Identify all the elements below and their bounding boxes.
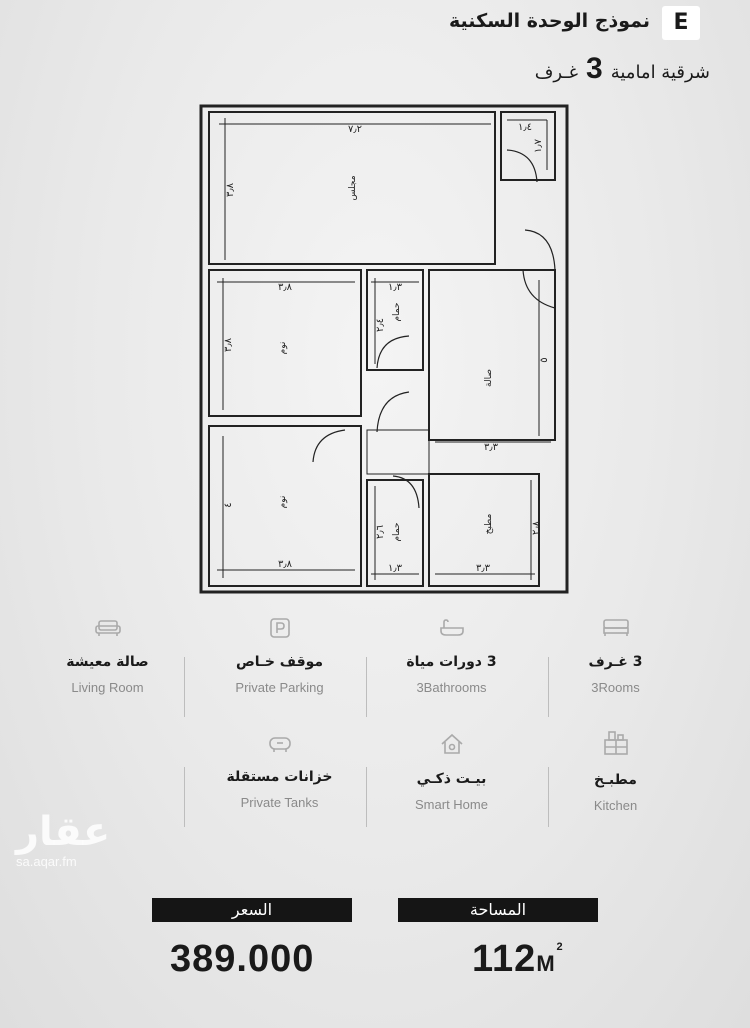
feature-en: 3Bathrooms — [416, 680, 487, 695]
room-bedroom-1: نوم — [278, 341, 288, 355]
watermark-url: sa.aqar.fm — [16, 854, 77, 869]
watermark-logo: عقار — [16, 809, 111, 855]
feature-bathrooms — [364, 618, 539, 695]
feature-en: Living Room — [71, 680, 144, 695]
floor-plan — [195, 100, 575, 600]
room-bath-2: حمام — [392, 522, 402, 542]
unit-subtitle — [535, 52, 710, 86]
room-kitchen: مطبخ — [484, 513, 494, 535]
dim-hall-w: ٣٫٣ — [484, 442, 498, 453]
feature-en: Private Tanks — [240, 795, 319, 810]
dim-bath-w: ١٫٣ — [388, 282, 402, 293]
area-label: المساحة — [398, 898, 598, 922]
dim-top-width: ٧٫٢ — [348, 124, 362, 135]
feature-kitchen — [528, 730, 703, 813]
kitchen-icon — [603, 730, 629, 756]
rooms-count: 3 — [586, 52, 603, 85]
feature-living-room — [20, 618, 195, 695]
room-majlis: مجلس — [348, 175, 358, 201]
feature-ar: 3 دورات مياة — [406, 654, 497, 670]
unit-side: شرقية امامية — [610, 62, 710, 83]
dim-top-height: ٣٫٨ — [225, 183, 236, 197]
dim-small-w: ١٫٤ — [518, 122, 532, 133]
room-bath-1: حمام — [392, 302, 402, 322]
feature-en: Smart Home — [415, 797, 488, 812]
feature-en: 3Rooms — [591, 680, 640, 695]
dim-bath2-h: ٢٫٦ — [375, 525, 386, 539]
feature-private-parking — [192, 618, 367, 695]
price-value: 389.000 — [170, 938, 315, 980]
price-label: السعر — [152, 898, 352, 922]
feature-en: Private Parking — [235, 680, 324, 695]
sofa-icon — [94, 618, 122, 638]
tank-icon — [267, 735, 293, 753]
feature-smart-home — [364, 733, 539, 812]
feature-ar: صالة معيشة — [66, 654, 149, 670]
smart-home-icon — [440, 733, 464, 755]
area-unit-letter: M — [536, 951, 556, 976]
feature-rooms — [528, 618, 703, 695]
feature-ar: خزانات مستقلة — [226, 769, 333, 785]
dim-low-h: ٤ — [223, 502, 234, 508]
dim-small-h: ١٫٧ — [533, 139, 544, 153]
feature-ar: موقف خـاص — [235, 654, 324, 670]
area-unit-exp: 2 — [556, 941, 564, 953]
feature-private-tanks — [192, 735, 367, 810]
divider — [184, 767, 185, 827]
area-value: 112 — [472, 938, 537, 980]
feature-ar: مطبـخ — [594, 772, 637, 788]
dim-kit-h: ٢٫٨ — [531, 521, 542, 535]
bed-icon — [602, 618, 630, 638]
divider — [184, 657, 185, 717]
watermark — [16, 810, 110, 869]
parking-icon — [269, 618, 291, 638]
room-bedroom-2: نوم — [278, 495, 288, 509]
page-title: نموذج الوحدة السكنية — [449, 10, 650, 32]
room-hall: صالة — [484, 369, 494, 387]
dim-mid-w: ٣٫٨ — [278, 282, 292, 293]
feature-en: Kitchen — [593, 798, 638, 813]
area-value-wrap — [472, 938, 564, 981]
dim-mid-h: ٣٫٨ — [223, 338, 234, 352]
feature-ar: بيـت ذكـي — [416, 771, 487, 787]
dim-kit-w: ٣٫٣ — [476, 563, 490, 574]
area-unit — [536, 941, 564, 976]
dim-bath2-w: ١٫٣ — [388, 563, 402, 574]
bathtub-icon — [439, 618, 465, 638]
dim-bath-h: ٢٫٤ — [375, 318, 386, 332]
dim-low-w: ٣٫٨ — [278, 559, 292, 570]
model-badge: E — [662, 6, 700, 40]
rooms-word: غـرف — [534, 62, 579, 83]
feature-ar: 3 غـرف — [588, 654, 643, 670]
dim-hall-h: ٥ — [539, 357, 550, 363]
